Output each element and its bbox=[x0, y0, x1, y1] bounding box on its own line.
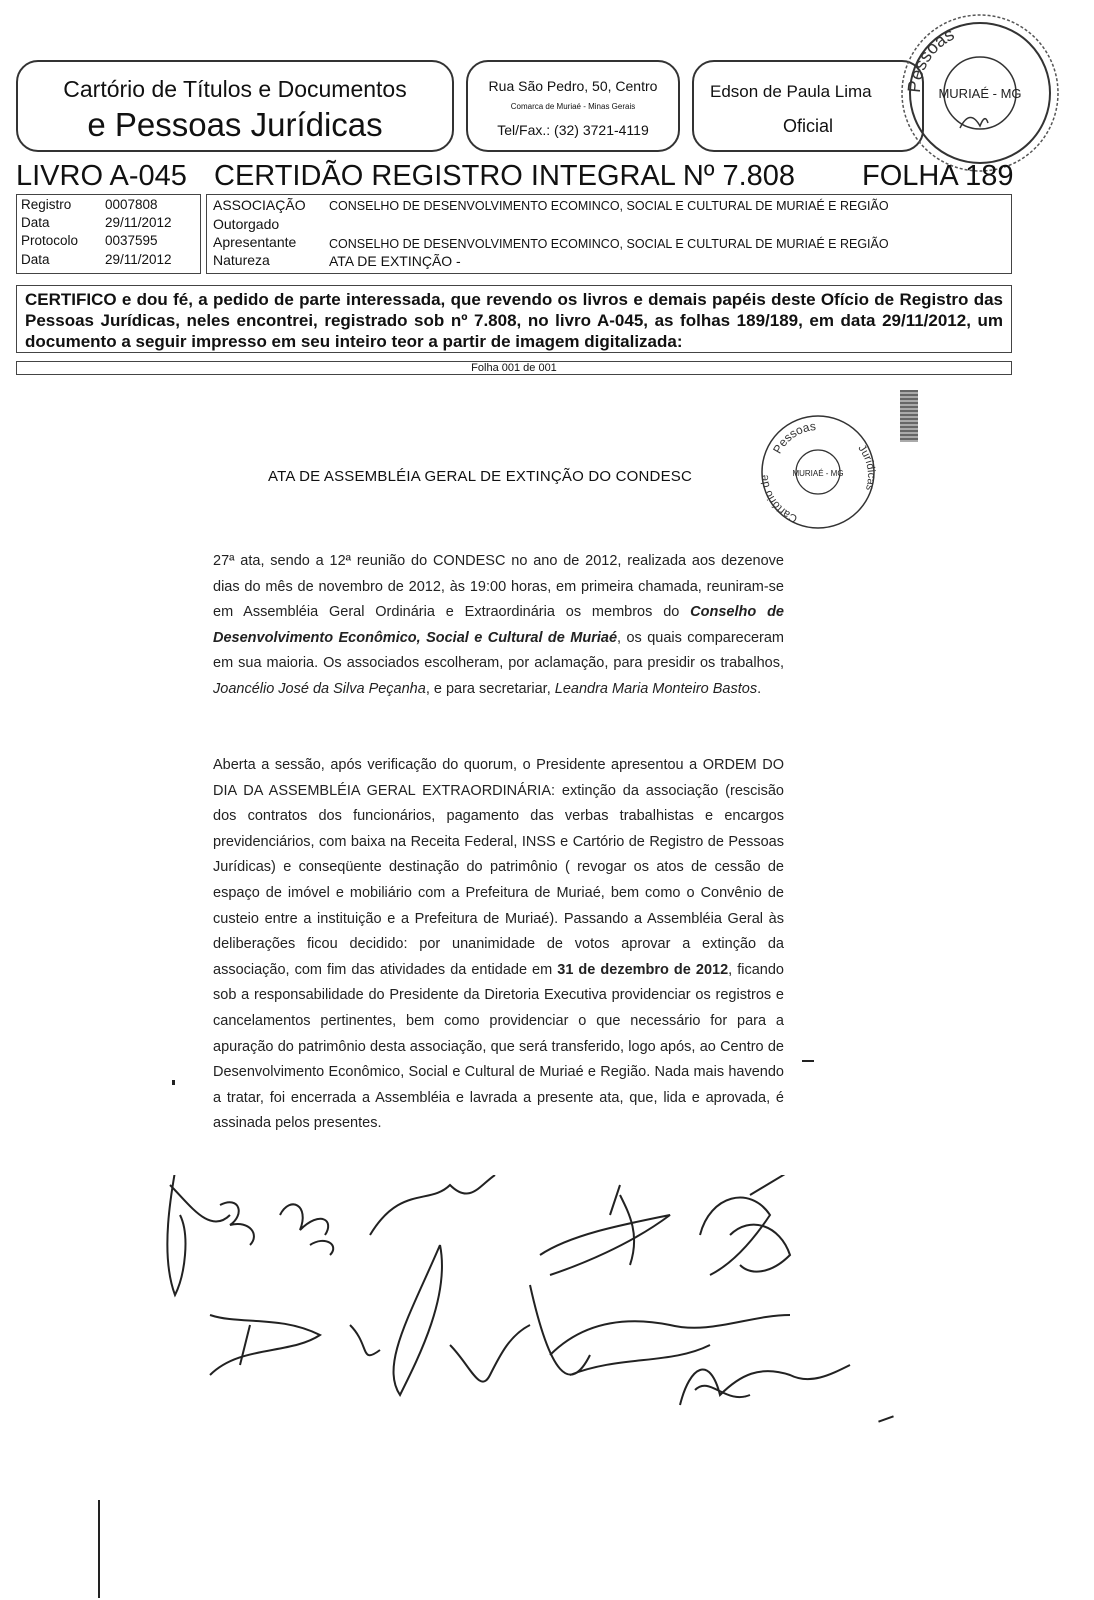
svg-text:Jurídicas bbox=[856, 443, 877, 493]
outorgado-label: Outorgado bbox=[213, 216, 280, 232]
signatures bbox=[150, 1175, 870, 1435]
livro-label: LIVRO A-045 bbox=[16, 160, 187, 192]
margin-mark bbox=[878, 1415, 894, 1422]
data1-value: 29/11/2012 bbox=[105, 215, 172, 230]
margin-mark bbox=[802, 1060, 814, 1062]
margin-mark bbox=[172, 1080, 175, 1085]
seal2-left-text: Cartório de bbox=[758, 474, 800, 525]
comarca-text: Comarca de Muriaé - Minas Gerais bbox=[510, 102, 636, 111]
data1-label: Data bbox=[21, 215, 50, 230]
seal2-right-text: Jurídicas bbox=[855, 442, 877, 492]
minutes-title: ATA DE ASSEMBLÉIA GERAL DE EXTINÇÃO DO CONDESC bbox=[268, 468, 693, 485]
council-name: Conselho de Desenvolvimento Econômico, Social e Cultural de Muriaé bbox=[213, 604, 784, 646]
data2-label: Data bbox=[21, 252, 50, 267]
apresentante-value: CONSELHO DE DESENVOLVIMENTO ECOMINCO, SOCIAL E CULTURAL DE MURIAÉ E REGIÃO bbox=[329, 237, 889, 251]
p1-text-b: , os quais compareceram em sua maioria. Os associados escolheram, por aclamação, para presidir os trabalhos, bbox=[213, 629, 784, 672]
protocolo-label: Protocolo bbox=[21, 233, 79, 248]
associacao-value: CONSELHO DE DESENVOLVIMENTO ECOMINCO, SOCIAL E CULTURAL DE MURIAÉ E REGIÃO bbox=[329, 199, 889, 213]
phone-text: Tel/Fax.: (32) 3721-4119 bbox=[497, 122, 649, 138]
seal2-top-text: Pessoas bbox=[770, 418, 817, 456]
address-box bbox=[466, 60, 680, 152]
office-name-line1: Cartório de Títulos e Documentos bbox=[63, 76, 407, 102]
address-text: Rua São Pedro, 50, Centro bbox=[488, 78, 658, 94]
natureza-value: ATA DE EXTINÇÃO - bbox=[329, 253, 461, 269]
officer-title: Oficial bbox=[782, 116, 833, 136]
svg-text:Pessoas bbox=[770, 419, 816, 456]
seal2-center-text: MURIAÉ - MG bbox=[792, 469, 844, 478]
natureza-label: Natureza bbox=[213, 252, 270, 268]
seal-top-text: Pessoas bbox=[903, 23, 958, 94]
minutes-paragraph-2 bbox=[213, 753, 784, 1137]
svg-text:Pessoas bbox=[904, 24, 958, 94]
office-name-line2: e Pessoas Jurídicas bbox=[87, 106, 383, 143]
svg-text:Cartório de bbox=[759, 474, 799, 524]
parties-box bbox=[206, 194, 1012, 274]
folha-page-line: Folha 001 de 001 bbox=[16, 361, 1012, 375]
folha-label: FOLHA 189 bbox=[862, 160, 1014, 192]
president-name: Joancélio José da Silva Peçanha bbox=[213, 680, 426, 697]
p1-text-a: 27ª ata, sendo a 12ª reunião do CONDESC no ano de 2012, realizada aos dezenove dias do mês de novembro de 2012, às 19:00 horas, em primeira chamada, reuniram-se em Assembléia Geral Ordinária e Extraordinária os membros do bbox=[213, 553, 784, 621]
p1-text-d: . bbox=[757, 680, 762, 697]
data2-value: 29/11/2012 bbox=[105, 252, 172, 267]
margin-line bbox=[98, 1500, 100, 1598]
registro-value: 0007808 bbox=[105, 197, 158, 212]
scan-mark bbox=[900, 390, 918, 442]
apresentante-label: Apresentante bbox=[213, 234, 297, 250]
certidao-title: CERTIDÃO REGISTRO INTEGRAL Nº 7.808 bbox=[214, 160, 796, 192]
protocolo-value: 0037595 bbox=[105, 233, 158, 248]
notary-seal-stamp-middle bbox=[758, 412, 878, 532]
end-date: 31 de dezembro de 2012 bbox=[557, 961, 729, 978]
notary-seal-stamp-top bbox=[890, 8, 1080, 178]
officer-name: Edson de Paula Lima bbox=[710, 82, 872, 101]
p1-text-c: , e para secretariar, bbox=[425, 680, 555, 697]
associacao-label: ASSOCIAÇÃO bbox=[213, 197, 306, 213]
certifico-paragraph: CERTIFICO e dou fé, a pedido de parte interessada, que revendo os livros e demais papéis deste Ofício de Registro das Pessoas Jurídicas, neles encontrei, registrado sob nº 7.808, no livro A-045, as folhas 189/189, em data 29/11/2012, um documento a seguir impresso em seu inteiro teor a partir de imagem digitalizada: bbox=[16, 285, 1012, 353]
secretary-name: Leandra Maria Monteiro Bastos bbox=[554, 680, 758, 697]
registry-box bbox=[16, 194, 201, 274]
office-header-box bbox=[16, 60, 454, 152]
p2-text-b: , ficando sob a responsabilidade do Presidente da Diretoria Executiva providenciar os registros e cancelamentos pertinentes, bem como providenciar o que necessário for para a apuração do patrimônio desta associação, que será transferido, logo após, ao Centro de Desenvolvimento Econômico, Social e Cultural de Muriaé e Região. Nada mais havendo a tratar, foi encerrada a Assembléia e lavrada a presente ata, que, lida e aprovada, é assinada pelos presentes. bbox=[213, 961, 784, 1132]
minutes-paragraph-1 bbox=[213, 549, 784, 703]
p2-text-a: Aberta a sessão, após verificação do quorum, o Presidente apresentou a ORDEM DO DIA DA ASSEMBLÉIA GERAL EXTRAORDINÁRIA: extinção da associação (rescisão dos contratos dos funcionários, pagamento das verbas trabalhistas e encargos previdenciários, com baixa na Receita Federal, INSS e Cartório de Registro de Pessoas Jurídicas) e conseqüente destinação do patrimônio ( revogar os atos de cessão de espaço de imóvel e mobiliário com a Prefeitura de Muriaé, bem como o Convênio de custeio entre a instituição e a Prefeitura de Muriaé). Passando a Assembléia Geral às deliberações ficou decidido: por unanimidade de votos aprovar a extinção da associação, com fim das atividades da entidade em bbox=[213, 757, 784, 978]
seal-center-text: MURIAÉ - MG bbox=[938, 86, 1022, 101]
registro-label: Registro bbox=[21, 197, 72, 212]
